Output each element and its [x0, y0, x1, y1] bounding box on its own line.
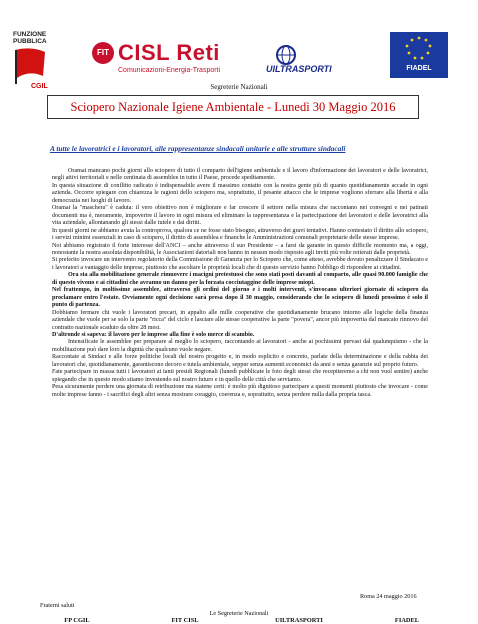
fp-cgil-logo: [13, 31, 53, 91]
cisl-reti-logo-text: CISL Reti: [118, 40, 220, 65]
body-paragraph: Fate partecipare in massa tutti i lavoratori ai tanti presidi Regionali (lunedì pubblicate le foto degli stessi che recepiteremo a chi non vuol sentire) anche spiegando che in questo modo stiamo investendo sul nostro futuro e in quello delle città che serviamo.: [52, 369, 428, 383]
closing-segreterie: Le Segreterie Nazionali: [209, 610, 269, 617]
fiadel-logo-text: FIADEL: [406, 65, 432, 72]
body-paragraph: Dobbiamo fermare chi vuole i lavoratori precari, in appalto alle mille cooperative che quotidianamente brucano intorno alle logiche della finanza aziendale che vuole per se solo la parte "ricca" del ciclo e lasciare alle stesse cooperative la parte "povera", ancor più impoverita dal mancato rinnovo del contratto nazionale scaduto da oltre 28 mesi.: [52, 309, 428, 331]
fit-cisl-reti-logo: [92, 34, 242, 80]
uiltrasporti-logo: [254, 44, 332, 80]
body-paragraph: Noi abbiamo registrato il forte interesse dell'ANCI – anche attraverso il suo Presidente – a farsi da garante in questo difficile momento ma, a oggi, nonostante la nostra assoluta disponibilità, le Associazioni datoriali non hanno in nessun modo risposto agli inviti più volte reiterati dalle proprietà.: [52, 242, 428, 256]
page-title: Sciopero Nazionale Igiene Ambientale - Lunedì 30 Maggio 2016: [70, 100, 396, 114]
signature-fp-cgil: FP CGIL: [64, 617, 90, 624]
red-flag-icon: [13, 46, 47, 84]
body-paragraph: Nel frattempo, in moltissime assemblee, attraverso gli ordini del giorno e i molti interventi, s'invocano ulteriori giornate di sciopero da proclamare entro l'estate. Ovviamente ogni decisione sarà presa dopo il 30 maggio, considerando che lo sciopero di lunedì prossimo è solo il punto di partenza.: [52, 287, 428, 309]
body-paragraph: In questi giorni ne abbiamo avuta la controprova, qualora ce ne fosse stato bisogno, attraverso dei gravi tentativi. Hanno contestato il diritto allo sciopero, i servizi minimi essenziali in caso di sciopero, il diritto di assemblea e finanche le Amministrazioni comunali proprietarie delle stesse imprese.: [52, 227, 428, 242]
body-paragraph: Ora sta alla mobilitazione generale rimuovere i macigni pretestuosi che sono stati posti davanti al comparto, alle quasi 90.000 famiglie che di questo vivono e ai cittadini che avranno un danno per la forzata cocciutaggine delle imprese miopi.: [52, 272, 428, 286]
globe-icon: [276, 44, 296, 66]
eu-stars-icon: [390, 34, 448, 64]
cisl-reti-subtitle: Comunicazioni-Energia-Trasporti: [118, 67, 221, 74]
closing-greeting: Fraterni saluti: [40, 602, 75, 609]
body-paragraph: Oramai mancano pochi giorni allo sciopero di tutto il comparto dell'igiene ambientale e il lavoro d'informazione dei lavoratori e delle lavoratrici, negli attivi territoriali e nelle centinaia di assemblee in tutto il Paese, procede speditamente.: [52, 168, 428, 182]
title-box: [47, 95, 419, 119]
cgil-logo-text: CGIL: [31, 83, 48, 90]
body-paragraph: Raccontate ai Sindaci e alle forze politiche locali del nostro progetto e, in modo esplicito e concreto, parlate della determinazione e della rabbia dei lavoratori che, quotidianamente, garantiscono decoro e tutela ambientale, seppur senza aumenti economici da anni e senza garanzie sul proprio futuro.: [52, 354, 428, 368]
fit-logo-badge: FIT: [92, 42, 114, 64]
body-paragraph: Si preferito invocare un intervento regolatorio della Commissione di Garanzia per lo Sciopero che, come atteso, avrebbe dovuto penalizzare il Sindacato e i lavoratori a vantaggio delle imprese, piuttosto che ascoltare le proprietà locali che di questo servizio hanno l'obbligo di rispondere ai cittadini.: [52, 257, 428, 271]
signature-fit-cisl: FIT CISL: [171, 617, 199, 624]
date-line: Roma 24 maggio 2016: [360, 593, 417, 600]
segreterie-heading: Segreterie Nazionali: [210, 83, 268, 91]
body-paragraph: In questa situazione di conflitto radicato è indispensabile avere il massimo contatto con la nostra gente più di quanto quotidianamente accade in ogni azienda. Occorre spiegare con chiarezza le ragioni dello sciopero ma, soprattutto, il pesante attacco che le imprese vogliono sferrare alla libertà e alla democrazia nei luoghi di lavoro.: [52, 182, 428, 204]
signature-uiltrasporti: UILTRASPORTI: [275, 617, 323, 624]
uiltrasporti-logo-text: UILTRASPORTI: [266, 64, 332, 74]
body-paragraph: D'altronde si sapeva: il lavoro per le imprese alla fine è solo merce di scambio.: [52, 331, 255, 338]
fp-cgil-logo-text: FUNZIONE PUBBLICA: [13, 31, 47, 45]
letter-body: [52, 168, 428, 399]
page-subtitle: A tutte le lavoratrici e i lavoratori, alle rappresentanze sindacali unitarie e alle strutture sindacali: [50, 144, 346, 153]
body-paragraph: Pesa sicuramente perdere una giornata di retribuzione ma statene certi: è molto più dignitoso partecipare a questi momenti piuttosto che invocare - come molte imprese fanno - i sacrifici degli altri senza mostrare coraggio, coerenza e, soprattutto, senza perdere nulla dalla propria tasca.: [52, 384, 428, 398]
body-paragraph: Intensificate le assemblee per preparare al meglio lo sciopero, raccontando ai lavoratori - anche ai pochissimi pervasi dal qualunquismo - che la mobilitazione può dare loro la dignità che qualcuno vuole negare.: [52, 339, 428, 353]
signature-fiadel: FIADEL: [394, 617, 420, 624]
fiadel-logo: [390, 32, 448, 78]
body-paragraph: Oramai la "maschera" è caduta: il vero obiettivo non è migliorare e far crescere il settore nella misura che raccontano nei convegni e nei patinati documenti ma è, meramente, impoverire il lavoro in ogni misura ed eliminare la rappresentanza e la partecipazione dei lavoratori e delle lavoratrici alla vita aziendale, allontanando gli stessi dalle tutele e dai diritti.: [52, 205, 428, 227]
